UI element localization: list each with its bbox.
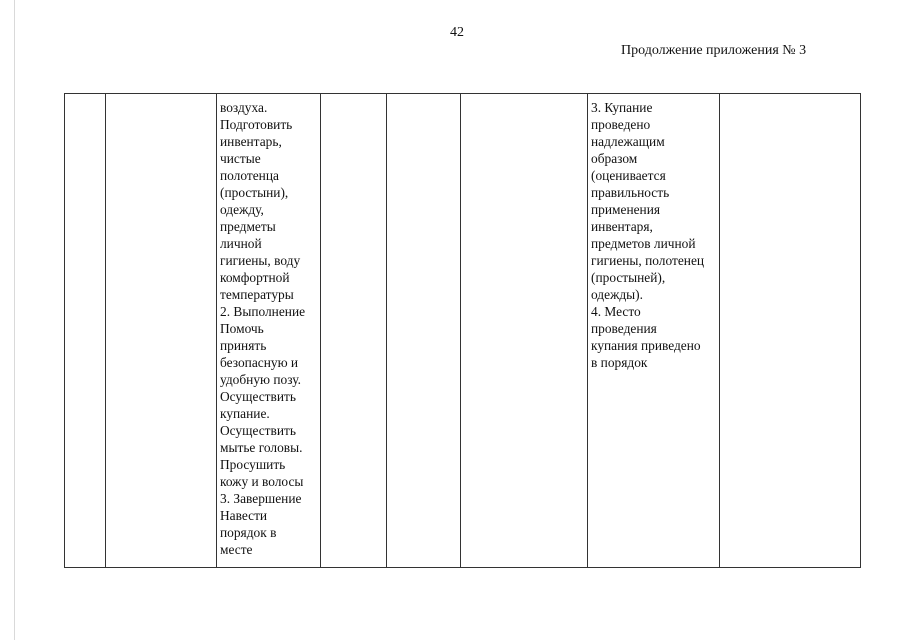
table-cell-8	[720, 94, 861, 568]
action-steps-text: воздуха. Подготовить инвентарь, чистые полотенца (простыни), одежду, предметы личной гигиены, воду комфортной температуры 2. Выполнение Помочь принять безопасную и удобную позу. Осуществить купание. Осуществить мытье головы. Просушить кожу и волосы 3. Завершение Навести порядок в месте	[220, 100, 306, 557]
table-cell-1	[65, 94, 106, 568]
cell-text	[461, 94, 587, 99]
cell-text	[387, 94, 460, 99]
table-cell-7	[588, 94, 720, 568]
table-cell-4	[321, 94, 387, 568]
page-edge-line	[14, 0, 15, 640]
page-number: 42	[450, 25, 464, 40]
cell-text	[106, 94, 216, 99]
table-cell-6	[461, 94, 588, 568]
table-cell-5	[387, 94, 461, 568]
cell-text	[65, 94, 105, 99]
cell-text	[321, 94, 386, 99]
table-cell-3	[217, 94, 321, 568]
table-row	[65, 94, 861, 568]
continuation-heading: Продолжение приложения № 3	[621, 43, 807, 58]
table-cell-2	[106, 94, 217, 568]
cell-text	[720, 94, 860, 99]
evaluation-criteria-text: 3. Купание проведено надлежащим образом (оценивается правильность применения инвентаря, предметов личной гигиены, полотенец (простыней), одежды). 4. Место проведения купания приведено в порядок	[591, 100, 705, 370]
appendix-table	[64, 93, 861, 568]
